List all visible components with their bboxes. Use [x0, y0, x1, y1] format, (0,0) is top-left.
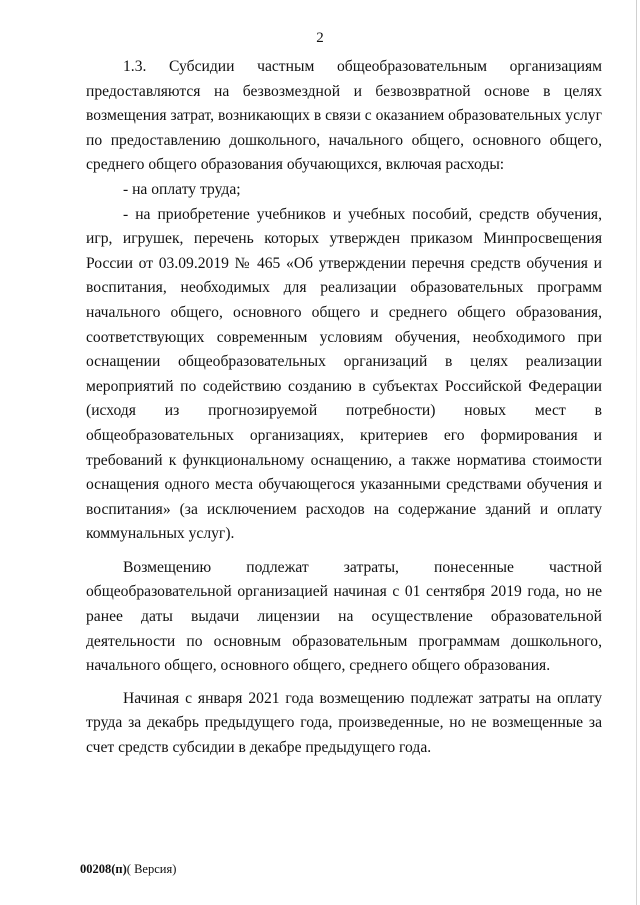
- footer-version-label: ( Версия): [126, 862, 177, 876]
- document-body: [86, 55, 602, 761]
- document-footer: [80, 862, 176, 877]
- paragraph-textbooks-costs: - на приобретение учебников и учебных пособий, средств обучения, игр, игрушек, перечень которых утвержден приказом Минпросвещения России от 03.09.2019 № 465 «Об утверждении перечня средств обучения и воспитания, необходимых для реализации образовательных программ начального общего, основного общего и среднего общего образования, соответствующих современным условиям обучения, необходимого при оснащении общеобразовательных организаций в целях реализации мероприятий по содействию созданию в субъектах Российской Федерации (исходя из прогнозируемой потребности) новых мест в общеобразовательных организациях, критериев его формирования и требований к функциональному оснащению, а также норматива стоимости оснащения одного места обучающегося указанными средствами обучения и воспитания» (за исключением расходов на содержание зданий и оплату коммунальных услуг).: [86, 205, 602, 543]
- paragraph-subsidy-purpose: 1.3. Субсидии частным общеобразовательным организациям предоставляются на безвозмездной и безвозвратной основе в целях возмещения затрат, возникающих в связи с оказанием образовательных услуг по предоставлению дошкольного, начального общего, основного общего, среднего общего образования обучающихся, включая расходы:: [86, 58, 602, 174]
- paragraph-labor-costs: - на оплату труда;: [123, 180, 241, 198]
- paragraph-january-2021: Начиная с января 2021 года возмещению подлежат затраты на оплату труда за декабрь предыдущего года, произведенные, но не возмещенные за счет средств субсидии в декабре предыдущего года.: [86, 689, 602, 757]
- page-number: 2: [316, 30, 324, 46]
- scan-edge: [636, 0, 637, 905]
- paragraph-reimbursement: Возмещению подлежат затраты, понесенные частной общеобразовательной организацией начиная с 01 сентября 2019 года, но не ранее даты выдачи лицензии на осуществление образовательной деятельности по основным образовательным программам дошкольного, начального общего, основного общего, среднего общего образования.: [86, 558, 602, 675]
- footer-code: 00208(п): [80, 862, 127, 876]
